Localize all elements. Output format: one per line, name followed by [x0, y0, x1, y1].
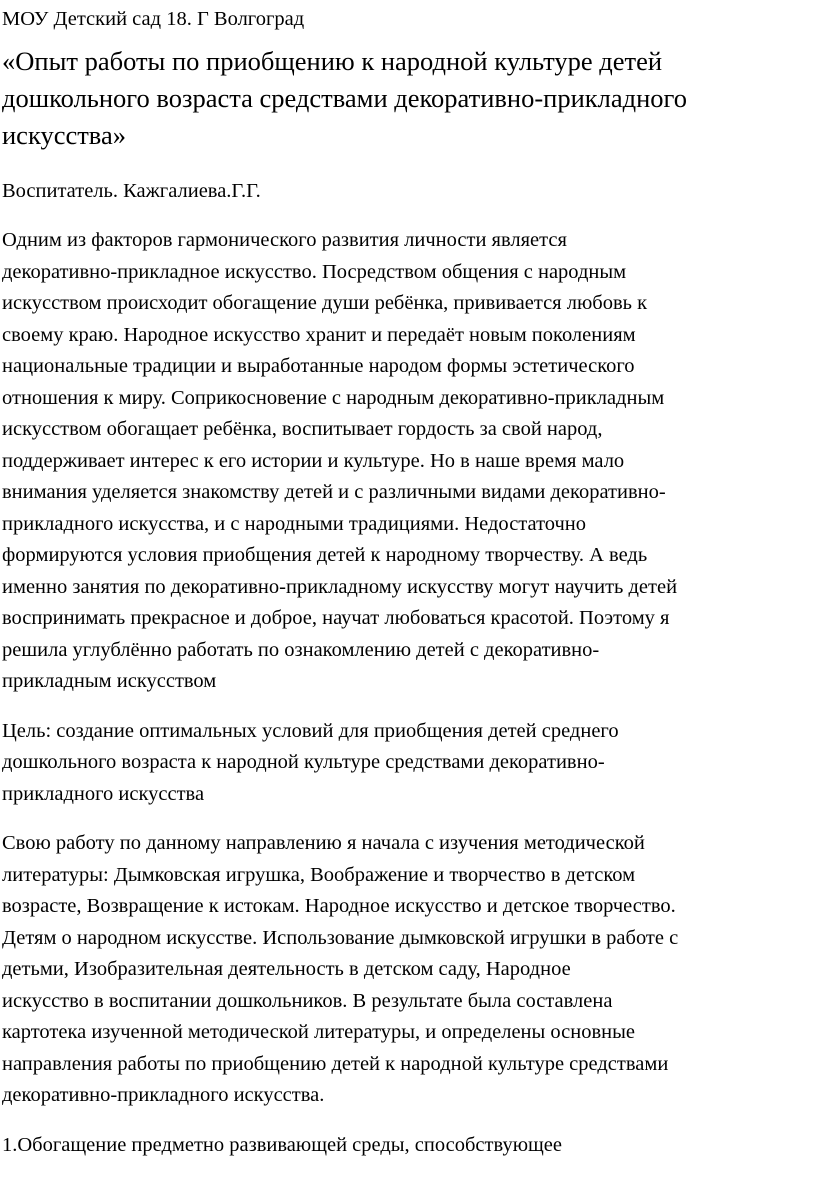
paragraph-list-item-1 [2, 1130, 806, 1162]
text-line: направления работы по приобщению детей к народной культуре средствами [2, 1052, 669, 1075]
text-line: воспринимать прекрасное и доброе, научат любоваться красотой. Поэтому я [2, 607, 670, 629]
text-line: национальные традиции и выработанные народом формы эстетического [2, 355, 635, 377]
text-line: именно занятия по декоративно-прикладному искусству могут научить детей [2, 575, 678, 598]
text-line: формируются условия приобщения детей к народному творчеству. А ведь [2, 544, 648, 566]
title-line: дошкольного возраста средствами декоративно-прикладного [2, 83, 687, 113]
text-line: отношения к миру. Соприкосновение с народным декоративно-прикладным [2, 386, 665, 409]
document-title [2, 43, 806, 154]
text-line: литературы: Дымковская игрушка, Воображение и творчество в детском [2, 863, 636, 886]
text-line: декоративно-прикладное искусство. Посредством общения с народным [2, 260, 627, 283]
text-line: Свою работу по данному направлению я начала с изучения методической [2, 832, 645, 854]
title-line: «Опыт работы по приобщению к народной культуре детей [2, 46, 663, 76]
text-line: возрасте, Возвращение к истокам. Народное искусство и детское творчество. [2, 895, 676, 917]
paragraph-intro [2, 225, 806, 698]
text-line: Цель: создание оптимальных условий для приобщения детей среднего [2, 719, 619, 742]
paragraph-literature [2, 828, 806, 1112]
text-line: 1.Обогащение предметно развивающей среды, способствующее [2, 1133, 562, 1156]
text-line: решила углублённо работать по ознакомлению детей с декоративно- [2, 638, 600, 661]
text-line: картотека изученной методической литературы, и определены основные [2, 1021, 636, 1043]
paragraph-goal [2, 716, 806, 811]
text-line: внимания уделяется знакомству детей и с различными видами декоративно- [2, 481, 666, 503]
author-line: Воспитатель. Кажгалиева.Г.Г. [2, 180, 261, 202]
text-line: искусством обогащает ребёнка, воспитывает гордость за свой народ, [2, 418, 603, 440]
title-line: искусства» [2, 120, 126, 150]
text-line: прикладным искусством [2, 670, 217, 692]
text-line: прикладного искусства, и с народными традициями. Недостаточно [2, 512, 587, 535]
text-line: своему краю. Народное искусство хранит и передаёт новым поколениям [2, 323, 636, 346]
text-line: поддерживает интерес к его истории и культуре. Но в наше время мало [2, 449, 625, 472]
text-line: детьми, Изобразительная деятельность в детском саду, Народное [2, 958, 571, 980]
text-line: искусство в воспитании дошкольников. В результате была составлена [2, 989, 613, 1012]
institution-header: МОУ Детский сад 18. Г Волгоград [2, 8, 305, 30]
text-line: Одним из факторов гармонического развития личности является [2, 229, 567, 251]
text-line: прикладного искусства [2, 782, 205, 805]
text-line: искусством происходит обогащение души ребёнка, прививается любовь к [2, 292, 648, 314]
text-line: дошкольного возраста к народной культуре средствами декоративно- [2, 751, 605, 773]
text-line: декоративно-прикладного искусства. [2, 1084, 325, 1106]
text-line: Детям о народном искусстве. Использование дымковской игрушки в работе с [2, 926, 679, 949]
